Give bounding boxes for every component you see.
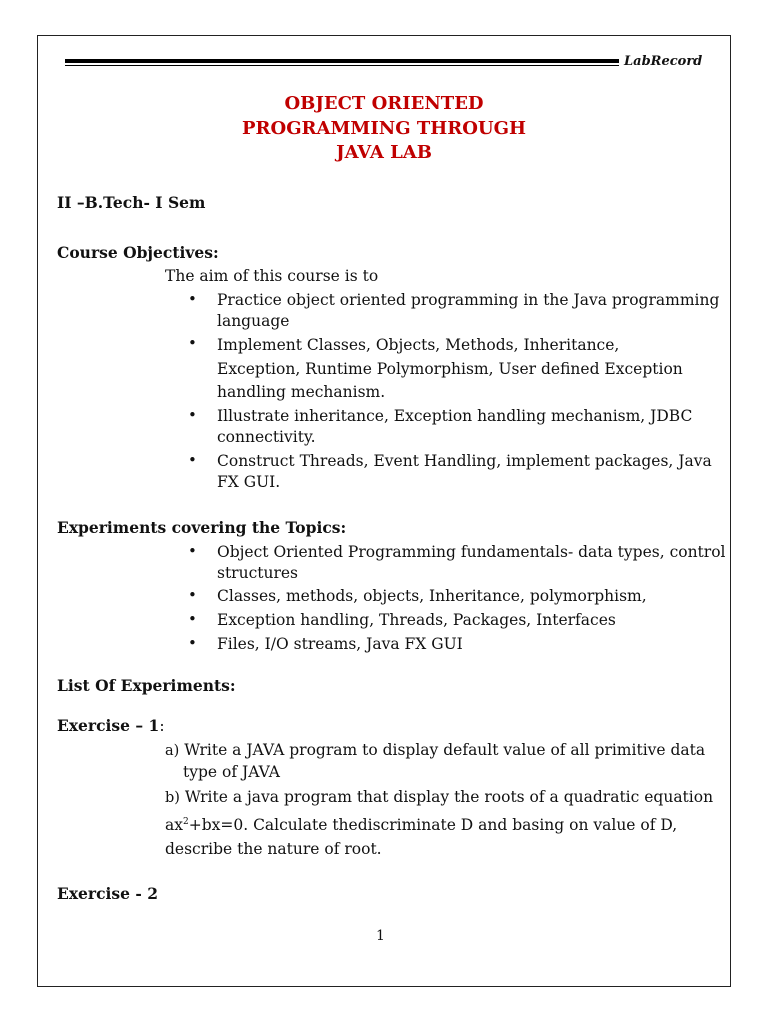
topic-item-1-line-1: Object Oriented Programming fundamentals- data types, control — [217, 543, 726, 561]
objective-item-3-line-1: Illustrate inheritance, Exception handling mechanism, JDBC — [217, 407, 693, 425]
objective-item-2-line-2: Exception, Runtime Polymorphism, User defined Exception — [217, 359, 683, 378]
part-b-superscript: 2 — [182, 817, 189, 827]
topics-heading: Experiments covering the Topics: — [57, 518, 347, 537]
bullet-icon: • — [188, 634, 197, 652]
topic-item-2: Classes, methods, objects, Inheritance, polymorphism, — [217, 587, 647, 605]
bullet-icon: • — [188, 586, 197, 604]
part-b-line-2-pre: ax — [165, 816, 183, 834]
objective-item-1 — [217, 290, 719, 332]
page-number: 1 — [376, 928, 385, 944]
objective-item-1-line-2: language — [217, 312, 290, 330]
objective-item-2-line-1: Implement Classes, Objects, Methods, Inheritance, — [217, 336, 620, 354]
exercise-1-title: Exercise – 1 — [57, 716, 160, 735]
bullet-icon: • — [188, 406, 197, 424]
title-line-3: JAVA LAB — [336, 142, 432, 163]
header-rule-thick — [65, 59, 619, 63]
objective-item-3 — [217, 406, 692, 448]
objective-item-4 — [217, 451, 712, 493]
objective-item-2 — [217, 334, 683, 405]
part-b-label: b) — [165, 790, 180, 806]
bullet-icon: • — [188, 290, 197, 308]
part-b-line-2-post: +bx=0. Calculate thediscriminate D and basing on value of D, — [188, 816, 678, 834]
part-a-line-1: Write a JAVA program to display default value of all primitive data — [184, 741, 706, 759]
part-b-line-3: describe the nature of root. — [165, 840, 382, 858]
bullet-icon: • — [188, 610, 197, 628]
document-title — [38, 92, 730, 166]
objective-item-4-line-2: FX GUI. — [217, 473, 281, 491]
header-label: LabRecord — [624, 54, 703, 69]
part-b-line-2 — [165, 810, 713, 837]
exercise-1-heading — [57, 716, 165, 735]
exercise-1-colon: : — [159, 717, 165, 735]
objectives-heading: Course Objectives: — [57, 243, 219, 262]
list-heading: List Of Experiments: — [57, 676, 236, 695]
part-a-label: a) — [165, 743, 180, 759]
topic-item-4: Files, I/O streams, Java FX GUI — [217, 635, 463, 653]
bullet-icon: • — [188, 451, 197, 469]
objective-item-1-line-1: Practice object oriented programming in the Java programming — [217, 291, 720, 309]
objective-item-4-line-1: Construct Threads, Event Handling, implement packages, Java — [217, 452, 712, 470]
part-a-line-2: type of JAVA — [183, 763, 280, 781]
objectives-intro: The aim of this course is to — [165, 267, 379, 285]
topic-item-1 — [217, 542, 726, 584]
topic-item-3: Exception handling, Threads, Packages, Interfaces — [217, 611, 616, 629]
title-line-1: OBJECT ORIENTED — [284, 93, 484, 114]
exercise-2-heading: Exercise - 2 — [57, 884, 159, 903]
semester-heading: II –B.Tech- I Sem — [57, 193, 206, 212]
bullet-icon: • — [188, 334, 197, 352]
exercise-1-part-a — [165, 740, 705, 783]
header-rule-thin — [65, 65, 619, 66]
objective-item-3-line-2: connectivity. — [217, 428, 316, 446]
part-b-line-1: Write a java program that display the roots of a quadratic equation — [184, 788, 714, 806]
bullet-icon: • — [188, 542, 197, 560]
title-line-2: PROGRAMMING THROUGH — [242, 117, 526, 139]
topic-item-1-line-2: structures — [217, 564, 299, 582]
exercise-1-part-b — [165, 785, 713, 861]
objective-item-2-line-3: handling mechanism. — [217, 383, 386, 401]
